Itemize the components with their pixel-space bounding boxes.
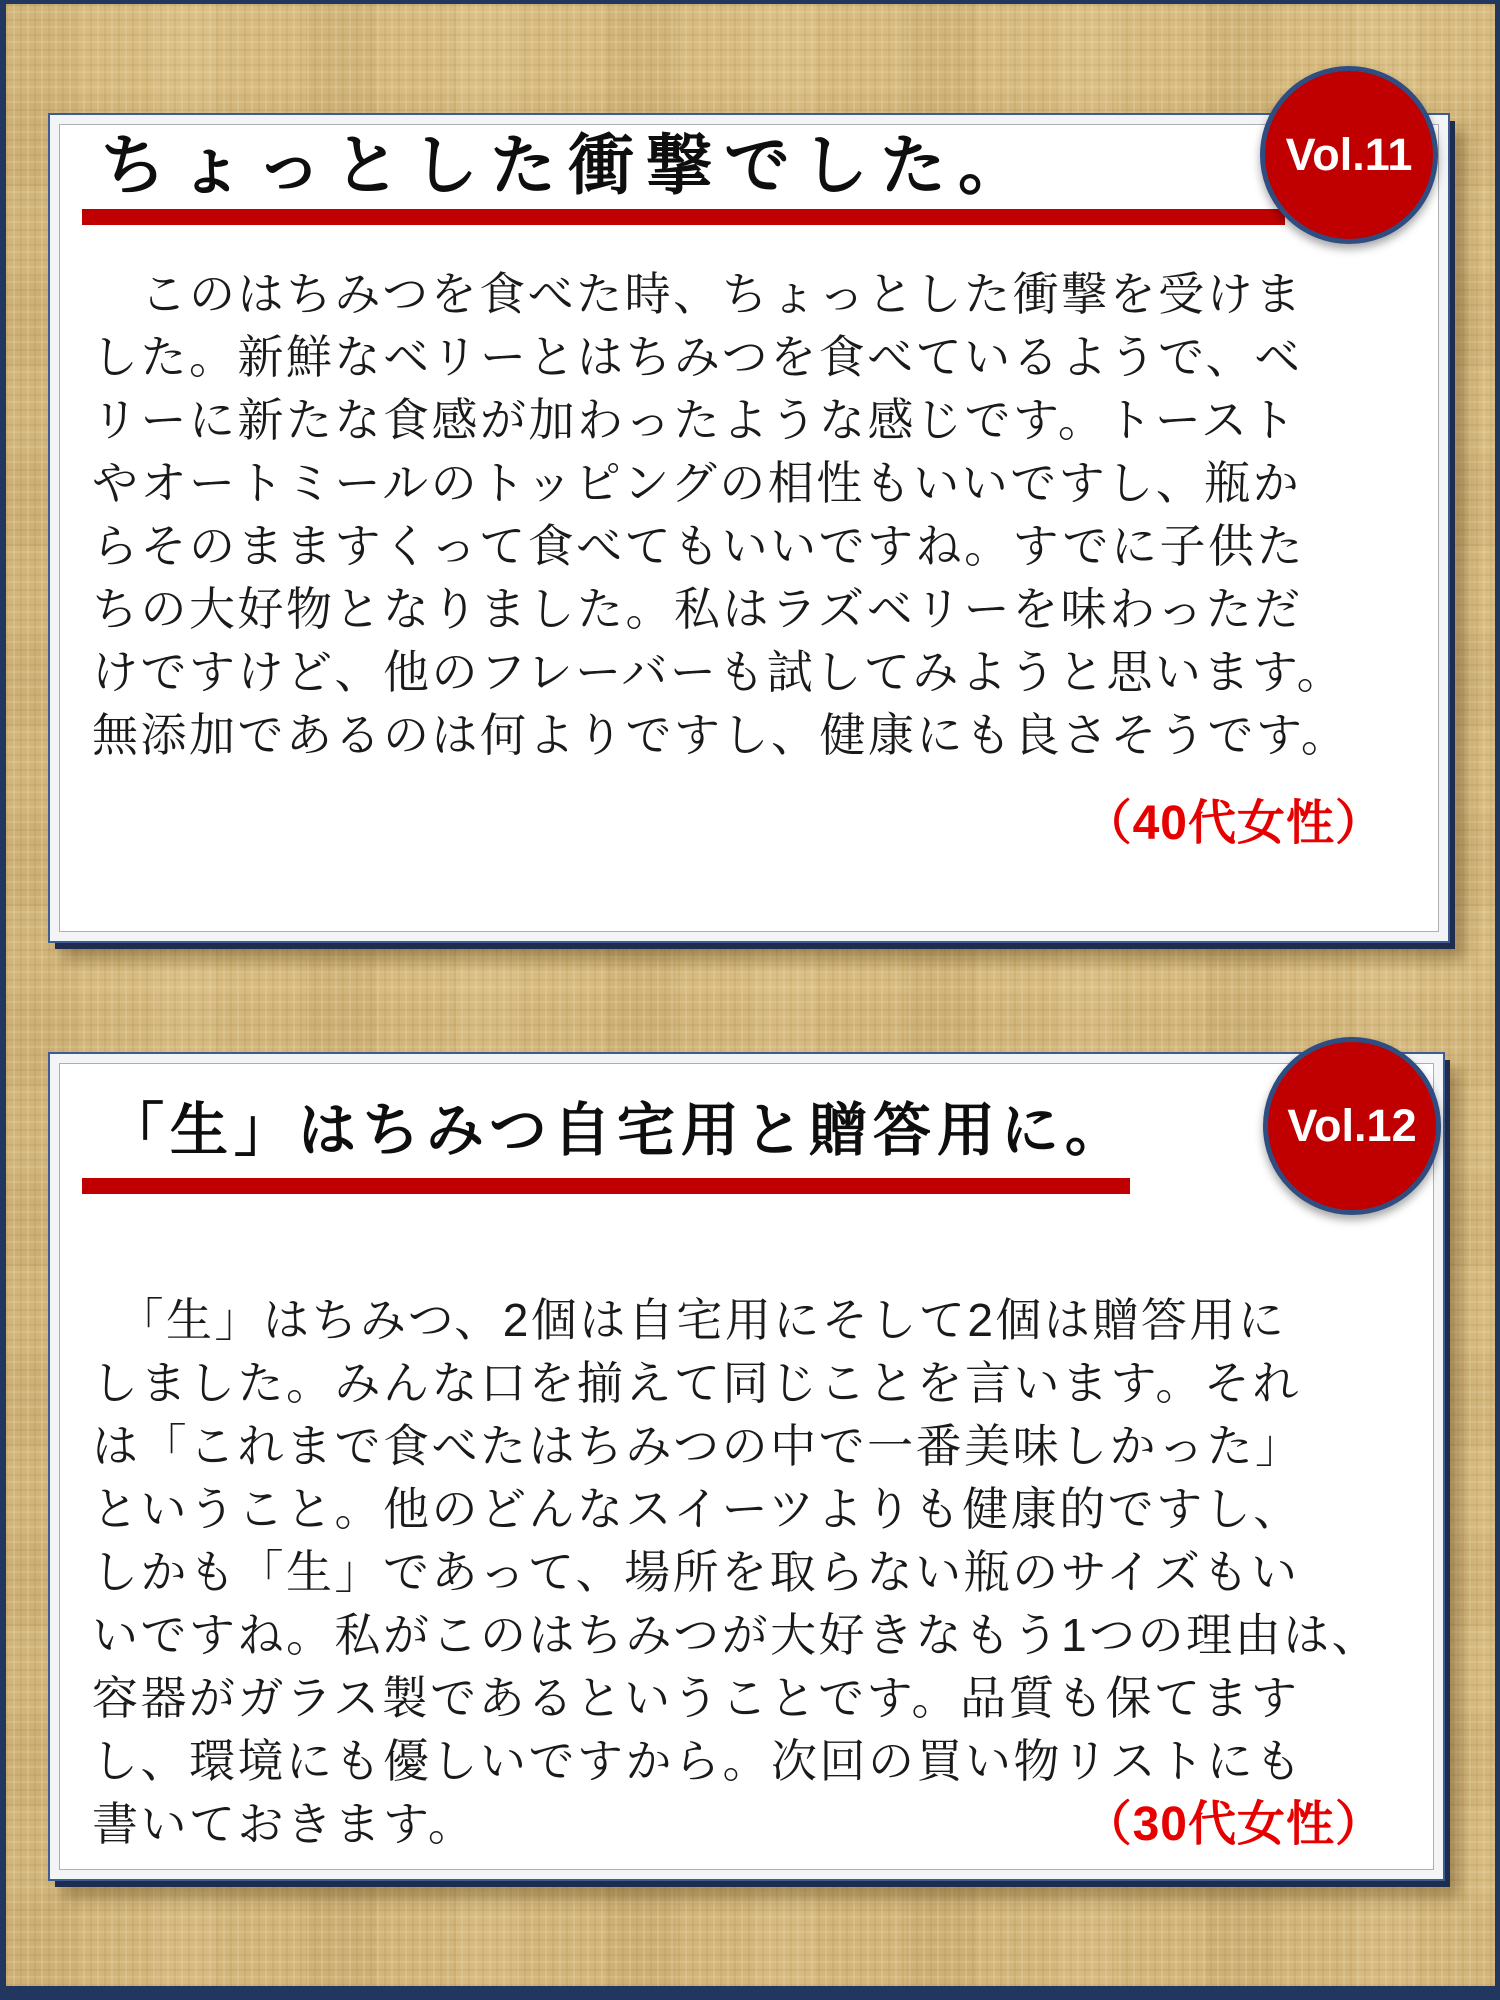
body-line: し、環境にも優しいですから。次回の買い物リストにも (92, 1735, 1304, 1787)
testimonial-card-vol11 (48, 113, 1450, 943)
body-line: いですね。私がこのはちみつが大好きなもう1つの理由は、 (92, 1609, 1381, 1661)
body-line: 無添加であるのは何よりですし、健康にも良さそうです。 (92, 709, 1350, 761)
body-line: リーに新たな食感が加わったような感じです。トースト (92, 394, 1299, 446)
body-line: ちの大好物となりました。私はラズベリーを味わっただ (92, 583, 1303, 635)
attribution: （40代女性） (1083, 797, 1384, 850)
body-line: 容器がガラス製であるということです。品質も保てます (92, 1672, 1300, 1724)
title-underline (82, 209, 1285, 225)
body-line: やオートミールのトッピングの相性もいいですし、瓶か (92, 457, 1302, 509)
body-line-tail: 書いておきます。 (92, 1798, 477, 1850)
body-line: ということ。他のどんなスイーツよりも健康的ですし、 (92, 1483, 1302, 1535)
volume-badge-vol12 (1263, 1037, 1441, 1215)
volume-badge-vol11 (1260, 66, 1438, 244)
body-line: しかも「生」であって、場所を取らない瓶のサイズもい (92, 1546, 1300, 1598)
testimonial-card-vol12 (48, 1052, 1445, 1881)
attribution-row (92, 1793, 1384, 1856)
body-line: このはちみつを食べた時、ちょっとした衝撃を受けま (92, 268, 1304, 320)
body-line: 「生」はちみつ、2個は自宅用にそして2個は贈答用に (92, 1294, 1287, 1346)
card-title: ちょっとした衝撃でした。 (100, 128, 1036, 202)
body-line: した。新鮮なベリーとはちみつを食べているようで、ベ (92, 331, 1303, 383)
body-line: は「これまで食べたはちみつの中で一番美味しかった」 (92, 1420, 1304, 1472)
attribution: （30代女性） (1083, 1798, 1384, 1851)
body-line: しました。みんな口を揃えて同じことを言います。それ (92, 1357, 1301, 1409)
card-title: 「生」はちみつ自宅用と贈答用に。 (106, 1098, 1129, 1163)
testimonial-body (92, 1289, 1443, 1856)
volume-badge-label: Vol.12 (1287, 1100, 1417, 1151)
attribution-row (92, 792, 1384, 855)
testimonial-body (92, 263, 1448, 855)
body-line: けですけど、他のフレーバーも試してみようと思います。 (92, 646, 1346, 698)
body-line: らそのまますくって食べてもいいですね。すでに子供た (92, 520, 1305, 572)
volume-badge-label: Vol.11 (1285, 129, 1413, 180)
title-underline (82, 1178, 1130, 1194)
